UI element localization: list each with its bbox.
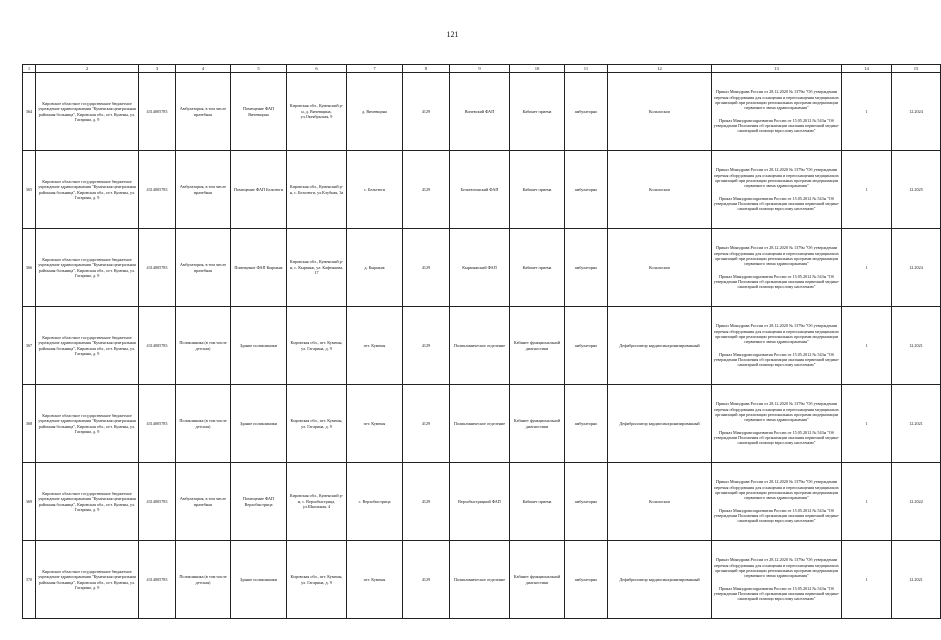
legal-basis-order-543n: Приказ Минздравсоцразвития России от 15.05.2012 № 543н "Об утверждении Положения об организации оказания первичной медико-санитарной помощи взрослому населению": [713, 273, 840, 290]
column-header: 12: [608, 65, 712, 73]
legal-basis-cell: [712, 73, 842, 151]
column-header: 15: [892, 65, 941, 73]
column-header: 5: [231, 65, 287, 73]
code-cell: 4129: [403, 73, 450, 151]
legal-basis-order-1379n: Приказ Минздрава России от 28.12.2020 № 1379н "Об утверждении перечня оборудования для оснащения и переоснащения медицинских организаций при реализации региональных программ модернизации первичного звена здравоохранения": [714, 167, 839, 189]
row-number-cell: 370: [23, 541, 36, 619]
room-cell: Кабинет приема: [510, 73, 565, 151]
table-row: [23, 73, 941, 151]
equipment-cell: Дефибриллятор кардиосинхронизированный: [608, 385, 712, 463]
quantity-cell: 1: [842, 151, 892, 229]
quantity-cell: 1: [842, 463, 892, 541]
column-header: 9: [450, 65, 510, 73]
care-form-cell: амбулаторно: [565, 385, 608, 463]
legal-basis-cell: [712, 385, 842, 463]
column-header: 8: [403, 65, 450, 73]
care-form-cell: амбулаторно: [565, 229, 608, 307]
legal-basis-cell: [712, 541, 842, 619]
column-header: 14: [842, 65, 892, 73]
locality-cell: д. Вичевщина: [347, 73, 403, 151]
deadline-cell: 12.2021: [892, 385, 941, 463]
locality-cell: с. Бельтюги: [347, 151, 403, 229]
legal-basis-order-1379n: Приказ Минздрава России от 28.12.2020 № 1379н "Об утверждении перечня оборудования для оснащения и переоснащения медицинских организаций при реализации региональных программ модернизации первичного звена здравоохранения": [714, 557, 839, 579]
code-cell: 4129: [403, 229, 450, 307]
deadline-cell: 12.2022: [892, 463, 941, 541]
facility-type-cell: Амбулатория, в том числе врачебная: [176, 73, 231, 151]
premises-cell: Помещение ФАП Бельтюги: [231, 151, 287, 229]
care-form-cell: амбулаторно: [565, 463, 608, 541]
column-header: 6: [287, 65, 347, 73]
code-cell: 4129: [403, 307, 450, 385]
column-header: 7: [347, 65, 403, 73]
column-header: 13: [712, 65, 842, 73]
premises-cell: Помещение ФАП Вичевщина: [231, 73, 287, 151]
address-cell: Кировская обл., Куменский р-н, с. Бельтюги, ул.Клубная, 3а: [287, 151, 347, 229]
quantity-cell: 1: [842, 229, 892, 307]
room-cell: Кабинет функциональной диагностики: [510, 385, 565, 463]
code-cell: 4129: [403, 151, 450, 229]
unit-cell: Бельтюгинский ФАП: [450, 151, 510, 229]
locality-cell: пгт. Кумены: [347, 541, 403, 619]
column-header: 3: [139, 65, 176, 73]
care-form-cell: амбулаторно: [565, 307, 608, 385]
inn-cell: 4314005783: [139, 385, 176, 463]
column-number-row: [23, 65, 941, 73]
locality-cell: пгт. Кумены: [347, 307, 403, 385]
unit-cell: Верхобыстрицкий ФАП: [450, 463, 510, 541]
row-number-cell: 365: [23, 151, 36, 229]
code-cell: 4129: [403, 463, 450, 541]
equipment-cell: Дефибриллятор кардиосинхронизированный: [608, 541, 712, 619]
legal-basis-order-1379n: Приказ Минздрава России от 28.12.2020 № 1379н "Об утверждении перечня оборудования для оснащения и переоснащения медицинских организаций при реализации региональных программ модернизации первичного звена здравоохранения": [714, 401, 839, 423]
page-number: 121: [446, 30, 459, 39]
legal-basis-order-543n: Приказ Минздравсоцразвития России от 15.05.2012 № 543н "Об утверждении Положения об организации оказания первичной медико-санитарной помощи взрослому населению": [713, 117, 840, 134]
facility-type-cell: Амбулатория, в том числе врачебная: [176, 229, 231, 307]
equipment-cell: Кольпоскоп: [608, 151, 712, 229]
legal-basis-cell: [712, 151, 842, 229]
inn-cell: 4314005783: [139, 151, 176, 229]
facility-type-cell: Поликлиника (в том числе детская): [176, 541, 231, 619]
row-number-cell: 369: [23, 463, 36, 541]
inn-cell: 4314005783: [139, 73, 176, 151]
deadline-cell: 12.2024: [892, 73, 941, 151]
column-header: 10: [510, 65, 565, 73]
legal-basis-cell: [712, 229, 842, 307]
organization-cell: Кировское областное государственное бюджетное учреждение здравоохранения "Куменская центральная районная больница", Кировская обл., пгт. Кумены, ул. Гагарина, д. 9: [36, 307, 139, 385]
column-header: 1: [23, 65, 36, 73]
premises-cell: Здание поликлиники: [231, 385, 287, 463]
legal-basis-order-1379n: Приказ Минздрава России от 28.12.2020 № 1379н "Об утверждении перечня оборудования для оснащения и переоснащения медицинских организаций при реализации региональных программ модернизации первичного звена здравоохранения": [714, 89, 839, 111]
premises-cell: Здание поликлиники: [231, 307, 287, 385]
organization-cell: Кировское областное государственное бюджетное учреждение здравоохранения "Куменская центральная районная больница", Кировская обл., пгт. Кумены, ул. Гагарина, д. 9: [36, 151, 139, 229]
facility-type-cell: Амбулатория, в том числе врачебная: [176, 463, 231, 541]
facility-type-cell: Амбулатория, в том числе врачебная: [176, 151, 231, 229]
column-header: 4: [176, 65, 231, 73]
premises-cell: Помещение ФАП Верхобыстрица: [231, 463, 287, 541]
deadline-cell: 12.2025: [892, 151, 941, 229]
quantity-cell: 1: [842, 385, 892, 463]
equipment-cell: Кольпоскоп: [608, 73, 712, 151]
unit-cell: Поликлиническое отделение: [450, 307, 510, 385]
address-cell: Кировская обл., Куменский р-н, с. Кырмыж, ул. Кафтыкова, 17: [287, 229, 347, 307]
room-cell: Кабинет приема: [510, 151, 565, 229]
row-number-cell: 368: [23, 385, 36, 463]
facility-type-cell: Поликлиника (в том числе детская): [176, 307, 231, 385]
row-number-cell: 364: [23, 73, 36, 151]
code-cell: 4129: [403, 541, 450, 619]
unit-cell: Кырмыжский ФАП: [450, 229, 510, 307]
organization-cell: Кировское областное государственное бюджетное учреждение здравоохранения "Куменская центральная районная больница", Кировская обл., пгт. Кумены, ул. Гагарина, д. 9: [36, 541, 139, 619]
table-row: [23, 151, 941, 229]
table-row: [23, 541, 941, 619]
deadline-cell: 12.2021: [892, 541, 941, 619]
address-cell: Кировская обл., пгт. Кумены, ул. Гагарина, д. 9: [287, 307, 347, 385]
row-number-cell: 366: [23, 229, 36, 307]
address-cell: Кировская обл., Куменский р-н, с. Верхобыстрица, ул.Школьная, 4: [287, 463, 347, 541]
legal-basis-order-1379n: Приказ Минздрава России от 28.12.2020 № 1379н "Об утверждении перечня оборудования для оснащения и переоснащения медицинских организаций при реализации региональных программ модернизации первичного звена здравоохранения": [714, 479, 839, 501]
unit-cell: Поликлиническое отделение: [450, 541, 510, 619]
table-row: [23, 385, 941, 463]
room-cell: Кабинет функциональной диагностики: [510, 307, 565, 385]
address-cell: Кировская обл., Куменский р-н, д. Вичевщина, ул.Октябрьская, 9: [287, 73, 347, 151]
care-form-cell: амбулаторно: [565, 541, 608, 619]
room-cell: Кабинет приема: [510, 229, 565, 307]
column-header: 11: [565, 65, 608, 73]
table-row: [23, 307, 941, 385]
inn-cell: 4314005783: [139, 229, 176, 307]
inn-cell: 4314005783: [139, 307, 176, 385]
legal-basis-cell: [712, 307, 842, 385]
quantity-cell: 1: [842, 307, 892, 385]
care-form-cell: амбулаторно: [565, 151, 608, 229]
legal-basis-order-1379n: Приказ Минздрава России от 28.12.2020 № 1379н "Об утверждении перечня оборудования для оснащения и переоснащения медицинских организаций при реализации региональных программ модернизации первичного звена здравоохранения": [714, 323, 839, 345]
legal-basis-order-543n: Приказ Минздравсоцразвития России от 15.05.2012 № 543н "Об утверждении Положения об организации оказания первичной медико-санитарной помощи взрослому населению": [713, 429, 840, 446]
quantity-cell: 1: [842, 73, 892, 151]
premises-cell: Помещение ФАП Кырмыж: [231, 229, 287, 307]
equipment-cell: Дефибриллятор кардиосинхронизированный: [608, 307, 712, 385]
legal-basis-order-543n: Приказ Минздравсоцразвития России от 15.05.2012 № 543н "Об утверждении Положения об организации оказания первичной медико-санитарной помощи взрослому населению": [713, 507, 840, 524]
unit-cell: Вичевский ФАП: [450, 73, 510, 151]
facility-type-cell: Поликлиника (в том числе детская): [176, 385, 231, 463]
equipment-cell: Кольпоскоп: [608, 463, 712, 541]
organization-cell: Кировское областное государственное бюджетное учреждение здравоохранения "Куменская центральная районная больница", Кировская обл., пгт. Кумены, ул. Гагарина, д. 9: [36, 385, 139, 463]
equipment-cell: Кольпоскоп: [608, 229, 712, 307]
legal-basis-cell: [712, 463, 842, 541]
equipment-register-table: [22, 64, 941, 619]
inn-cell: 4314005783: [139, 541, 176, 619]
legal-basis-order-543n: Приказ Минздравсоцразвития России от 15.05.2012 № 543н "Об утверждении Положения об организации оказания первичной медико-санитарной помощи взрослому населению": [713, 195, 840, 212]
legal-basis-order-543n: Приказ Минздравсоцразвития России от 15.05.2012 № 543н "Об утверждении Положения об организации оказания первичной медико-санитарной помощи взрослому населению": [713, 585, 840, 602]
code-cell: 4129: [403, 385, 450, 463]
address-cell: Кировская обл., пгт. Кумены, ул. Гагарина, д. 9: [287, 541, 347, 619]
organization-cell: Кировское областное государственное бюджетное учреждение здравоохранения "Куменская центральная районная больница", Кировская обл., пгт. Кумены, ул. Гагарина, д. 9: [36, 229, 139, 307]
deadline-cell: 12.2021: [892, 307, 941, 385]
locality-cell: с. Верхобыстрица: [347, 463, 403, 541]
locality-cell: пгт. Кумены: [347, 385, 403, 463]
table-row: [23, 229, 941, 307]
legal-basis-order-543n: Приказ Минздравсоцразвития России от 15.05.2012 № 543н "Об утверждении Положения об организации оказания первичной медико-санитарной помощи взрослому населению": [713, 351, 840, 368]
organization-cell: Кировское областное государственное бюджетное учреждение здравоохранения "Куменская центральная районная больница", Кировская обл., пгт. Кумены, ул. Гагарина, д. 9: [36, 73, 139, 151]
quantity-cell: 1: [842, 541, 892, 619]
locality-cell: д. Кырмыж: [347, 229, 403, 307]
unit-cell: Поликлиническое отделение: [450, 385, 510, 463]
deadline-cell: 12.2024: [892, 229, 941, 307]
address-cell: Кировская обл., пгт. Кумены, ул. Гагарина, д. 9: [287, 385, 347, 463]
table-row: [23, 463, 941, 541]
row-number-cell: 367: [23, 307, 36, 385]
column-header: 2: [36, 65, 139, 73]
inn-cell: 4314005783: [139, 463, 176, 541]
care-form-cell: амбулаторно: [565, 73, 608, 151]
table-body: [23, 73, 941, 619]
room-cell: Кабинет функциональной диагностики: [510, 541, 565, 619]
organization-cell: Кировское областное государственное бюджетное учреждение здравоохранения "Куменская центральная районная больница", Кировская обл., пгт. Кумены, ул. Гагарина, д. 9: [36, 463, 139, 541]
room-cell: Кабинет приема: [510, 463, 565, 541]
legal-basis-order-1379n: Приказ Минздрава России от 28.12.2020 № 1379н "Об утверждении перечня оборудования для оснащения и переоснащения медицинских организаций при реализации региональных программ модернизации первичного звена здравоохранения": [714, 245, 839, 267]
premises-cell: Здание поликлиники: [231, 541, 287, 619]
